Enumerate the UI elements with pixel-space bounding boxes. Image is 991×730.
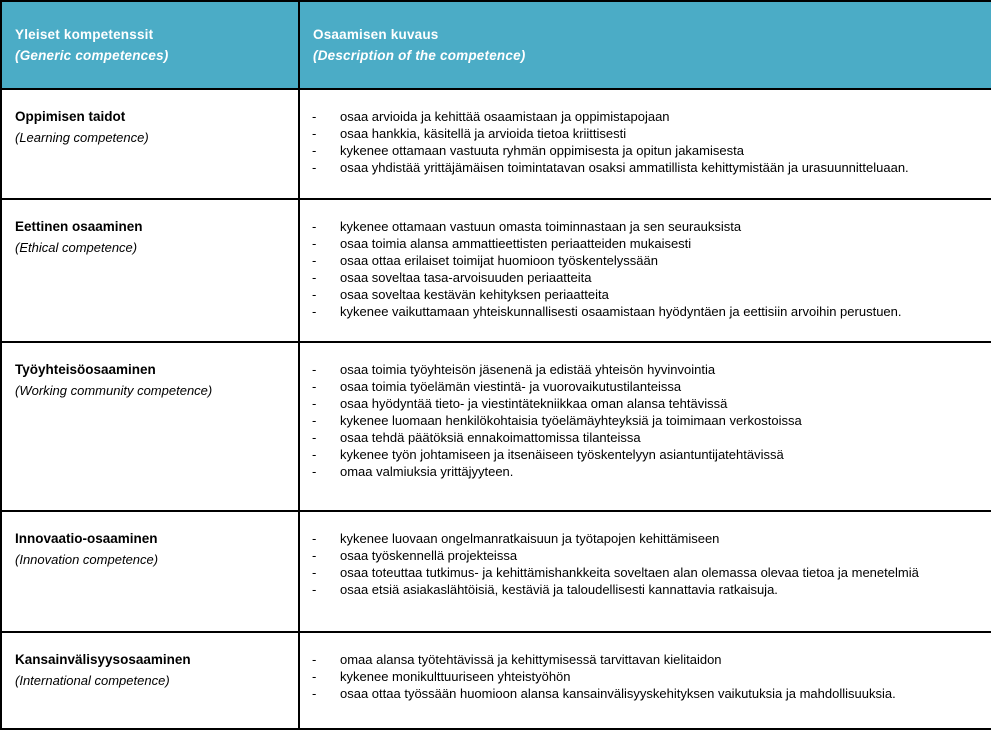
bullet-item [312, 412, 983, 429]
table-row [1, 511, 991, 632]
bullet-text: kykenee ottamaan vastuun omasta toiminnastaan ja sen seurauksista [340, 219, 742, 234]
bullet-item [312, 235, 983, 252]
bullet-item [312, 581, 983, 598]
bullet-item [312, 142, 983, 159]
bullet-dash-marker: - [312, 304, 317, 319]
bullet-item [312, 651, 983, 668]
bullet-dash-marker: - [312, 160, 317, 175]
header-col1-title: Yleiset kompetenssit [15, 27, 154, 42]
competence-name-cell [1, 632, 299, 729]
bullet-text: osaa etsiä asiakaslähtöisiä, kestäviä ja taloudellisesti kannattavia ratkaisuja. [340, 582, 778, 597]
bullet-text: osaa hankkia, käsitellä ja arvioida tietoa kriittisesti [340, 126, 627, 141]
bullet-item [312, 429, 983, 446]
bullet-item [312, 218, 983, 235]
competence-name-cell [1, 342, 299, 511]
table-body [1, 89, 991, 729]
bullet-item [312, 685, 983, 702]
bullet-item [312, 564, 983, 581]
bullet-item [312, 159, 983, 176]
bullet-dash-marker: - [312, 582, 317, 597]
bullet-item [312, 125, 983, 142]
header-row [1, 1, 991, 89]
bullet-text: osaa hyödyntää tieto- ja viestintätekniikkaa oman alansa tehtävissä [340, 396, 728, 411]
bullet-text: kykenee luomaan henkilökohtaisia työelämäyhteyksiä ja toimimaan verkostoissa [340, 413, 802, 428]
competence-name-cell [1, 199, 299, 342]
bullet-item [312, 547, 983, 564]
bullet-text: omaa alansa työtehtävissä ja kehittymisessä tarvittavan kielitaidon [340, 652, 722, 667]
competence-subtitle: (Learning competence) [15, 130, 149, 145]
competence-title: Oppimisen taidot [15, 109, 126, 124]
bullet-dash-marker: - [312, 362, 317, 377]
bullet-item [312, 446, 983, 463]
header-col2-subtitle: (Description of the competence) [313, 48, 526, 63]
competence-description-cell [299, 199, 991, 342]
bullet-text: kykenee ottamaan vastuuta ryhmän oppimisesta ja opitun jakamisesta [340, 143, 744, 158]
competence-description-cell [299, 632, 991, 729]
table-row [1, 199, 991, 342]
bullet-item [312, 303, 983, 320]
bullet-item [312, 286, 983, 303]
bullet-text: osaa arvioida ja kehittää osaamistaan ja oppimistapojaan [340, 109, 670, 124]
bullet-item [312, 530, 983, 547]
bullet-text: kykenee vaikuttamaan yhteiskunnallisesti osaamistaan hyödyntäen ja eettisiin arvoihin perustuen. [340, 304, 902, 319]
bullet-dash-marker: - [312, 669, 317, 684]
bullet-text: kykenee luovaan ongelmanratkaisuun ja työtapojen kehittämiseen [340, 531, 720, 546]
bullet-dash-marker: - [312, 531, 317, 546]
bullet-item [312, 395, 983, 412]
bullet-text: osaa työskennellä projekteissa [340, 548, 518, 563]
competence-name-cell [1, 511, 299, 632]
competence-title: Innovaatio-osaaminen [15, 531, 158, 546]
table-header [1, 1, 991, 89]
bullet-dash-marker: - [312, 396, 317, 411]
competence-title: Työyhteisöosaaminen [15, 362, 156, 377]
bullet-dash-marker: - [312, 126, 317, 141]
competence-subtitle: (Ethical competence) [15, 240, 138, 255]
table-row [1, 89, 991, 199]
bullet-dash-marker: - [312, 143, 317, 158]
bullet-text: omaa valmiuksia yrittäjyyteen. [340, 464, 514, 479]
competence-description-cell [299, 511, 991, 632]
bullet-dash-marker: - [312, 236, 317, 251]
bullet-text: osaa tehdä päätöksiä ennakoimattomissa tilanteissa [340, 430, 641, 445]
bullet-text: osaa soveltaa kestävän kehityksen periaatteita [340, 287, 609, 302]
bullet-dash-marker: - [312, 430, 317, 445]
table-row [1, 632, 991, 729]
bullet-text: kykenee työn johtamiseen ja itsenäiseen työskentelyyn asiantuntijatehtävissä [340, 447, 784, 462]
bullet-dash-marker: - [312, 686, 317, 701]
bullet-dash-marker: - [312, 565, 317, 580]
bullet-dash-marker: - [312, 652, 317, 667]
bullet-dash-marker: - [312, 447, 317, 462]
bullet-text: kykenee monikulttuuriseen yhteistyöhön [340, 669, 571, 684]
bullet-dash-marker: - [312, 413, 317, 428]
bullet-text: osaa ottaa erilaiset toimijat huomioon työskentelyssään [340, 253, 658, 268]
bullet-text: osaa toimia työelämän viestintä- ja vuorovaikutustilanteissa [340, 379, 682, 394]
bullet-item [312, 668, 983, 685]
bullet-dash-marker: - [312, 253, 317, 268]
bullet-dash-marker: - [312, 109, 317, 124]
competence-title: Eettinen osaaminen [15, 219, 143, 234]
competence-subtitle: (Working community competence) [15, 383, 213, 398]
bullet-item [312, 108, 983, 125]
bullet-text: osaa yhdistää yrittäjämäisen toimintatavan osaksi ammatillista kehittymistään ja urasuunnitteluaan. [340, 160, 909, 175]
bullet-text: osaa toimia alansa ammattieettisten periaatteiden mukaisesti [340, 236, 692, 251]
bullet-dash-marker: - [312, 464, 317, 479]
bullet-text: osaa ottaa työssään huomioon alansa kansainvälisyyskehityksen vaikutuksia ja mahdollisuuksia. [340, 686, 896, 701]
header-col2-title: Osaamisen kuvaus [313, 27, 439, 42]
bullet-item [312, 463, 983, 480]
table-row [1, 342, 991, 511]
bullet-text: osaa toimia työyhteisön jäsenenä ja edistää yhteisön hyvinvointia [340, 362, 716, 377]
competence-title: Kansainvälisyysosaaminen [15, 652, 191, 667]
bullet-dash-marker: - [312, 270, 317, 285]
bullet-item [312, 269, 983, 286]
bullet-text: osaa soveltaa tasa-arvoisuuden periaatteita [340, 270, 592, 285]
header-cell-competence-description [299, 1, 991, 89]
header-col1-subtitle: (Generic competences) [15, 48, 169, 63]
competence-description-cell [299, 342, 991, 511]
bullet-text: osaa toteuttaa tutkimus- ja kehittämishankkeita soveltaen alan olemassa olevaa tietoa ja menetelmiä [340, 565, 919, 580]
bullet-dash-marker: - [312, 548, 317, 563]
competence-description-cell [299, 89, 991, 199]
bullet-item [312, 252, 983, 269]
bullet-dash-marker: - [312, 287, 317, 302]
bullet-item [312, 361, 983, 378]
bullet-dash-marker: - [312, 219, 317, 234]
competence-subtitle: (International competence) [15, 673, 170, 688]
competence-subtitle: (Innovation competence) [15, 552, 159, 567]
bullet-item [312, 378, 983, 395]
bullet-dash-marker: - [312, 379, 317, 394]
competence-name-cell [1, 89, 299, 199]
header-cell-generic-competences [1, 1, 299, 89]
